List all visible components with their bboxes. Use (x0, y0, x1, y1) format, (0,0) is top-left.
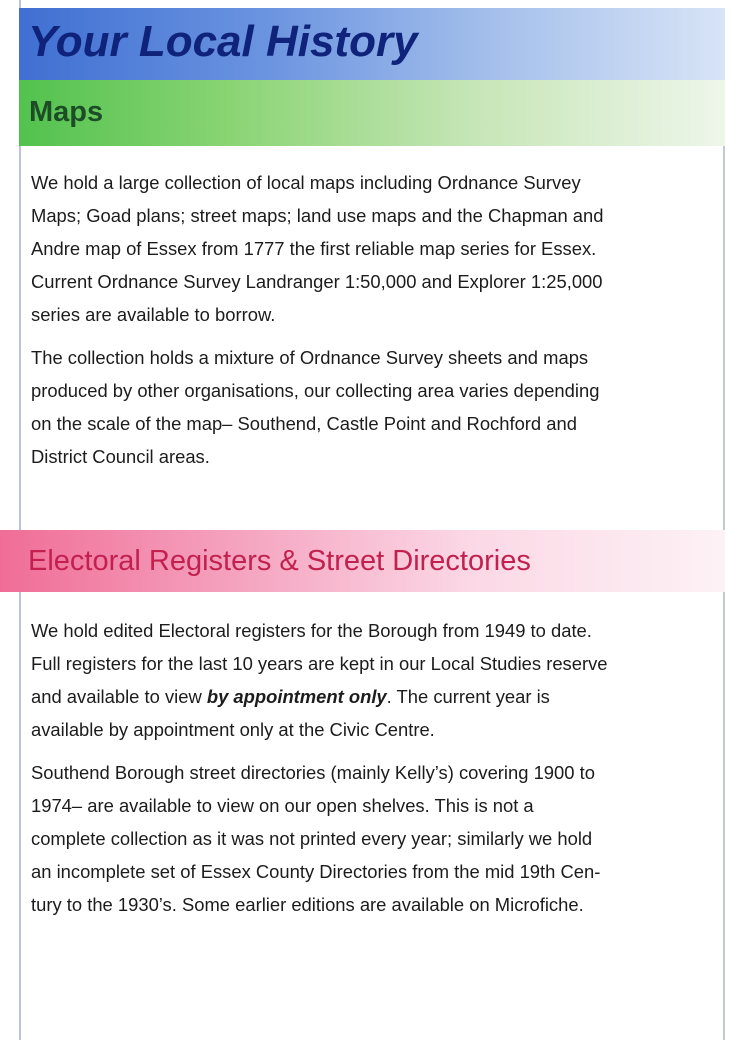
maps-paragraph-1 (31, 166, 711, 331)
electoral-section-title: Electoral Registers & Street Directories (28, 545, 531, 577)
maps-paragraph-2 (31, 341, 711, 473)
maps-section-banner (19, 80, 725, 146)
text-line: on the scale of the map– Southend, Castle Point and Rochford and (31, 413, 577, 434)
text-line: Andre map of Essex from 1777 the first reliable map series for Essex. (31, 238, 597, 259)
text-line: available by appointment only at the Civic Centre. (31, 719, 435, 740)
text-line: an incomplete set of Essex County Directories from the mid 19th Cen- (31, 861, 601, 882)
text-line (31, 680, 711, 713)
text-run: and available to view (31, 686, 207, 707)
electoral-paragraph-2 (31, 756, 711, 921)
text-run: . The current year is (386, 686, 550, 707)
text-line: 1974– are available to view on our open shelves. This is not a (31, 795, 534, 816)
emphasis-text: by appointment only (206, 686, 387, 707)
right-border (723, 10, 725, 1040)
text-line: Southend Borough street directories (mainly Kelly’s) covering 1900 to (31, 762, 595, 783)
page-title: Your Local History (28, 17, 418, 66)
text-line: produced by other organisations, our collecting area varies depending (31, 380, 600, 401)
text-line: Maps; Goad plans; street maps; land use maps and the Chapman and (31, 205, 604, 226)
text-line: tury to the 1930’s. Some earlier editions are available on Microfiche. (31, 894, 584, 915)
text-line: We hold edited Electoral registers for the Borough from 1949 to date. (31, 620, 592, 641)
maps-section-title: Maps (29, 96, 104, 128)
electoral-paragraph-1 (31, 614, 711, 746)
text-line: complete collection as it was not printed every year; similarly we hold (31, 828, 593, 849)
text-line: Current Ordnance Survey Landranger 1:50,000 and Explorer 1:25,000 (31, 271, 603, 292)
text-line: We hold a large collection of local maps including Ordnance Survey (31, 172, 581, 193)
text-line: The collection holds a mixture of Ordnance Survey sheets and maps (31, 347, 589, 368)
text-line: District Council areas. (31, 446, 210, 467)
left-border (19, 0, 21, 1040)
text-line: Full registers for the last 10 years are kept in our Local Studies reserve (31, 653, 608, 674)
text-line: series are available to borrow. (31, 304, 276, 325)
